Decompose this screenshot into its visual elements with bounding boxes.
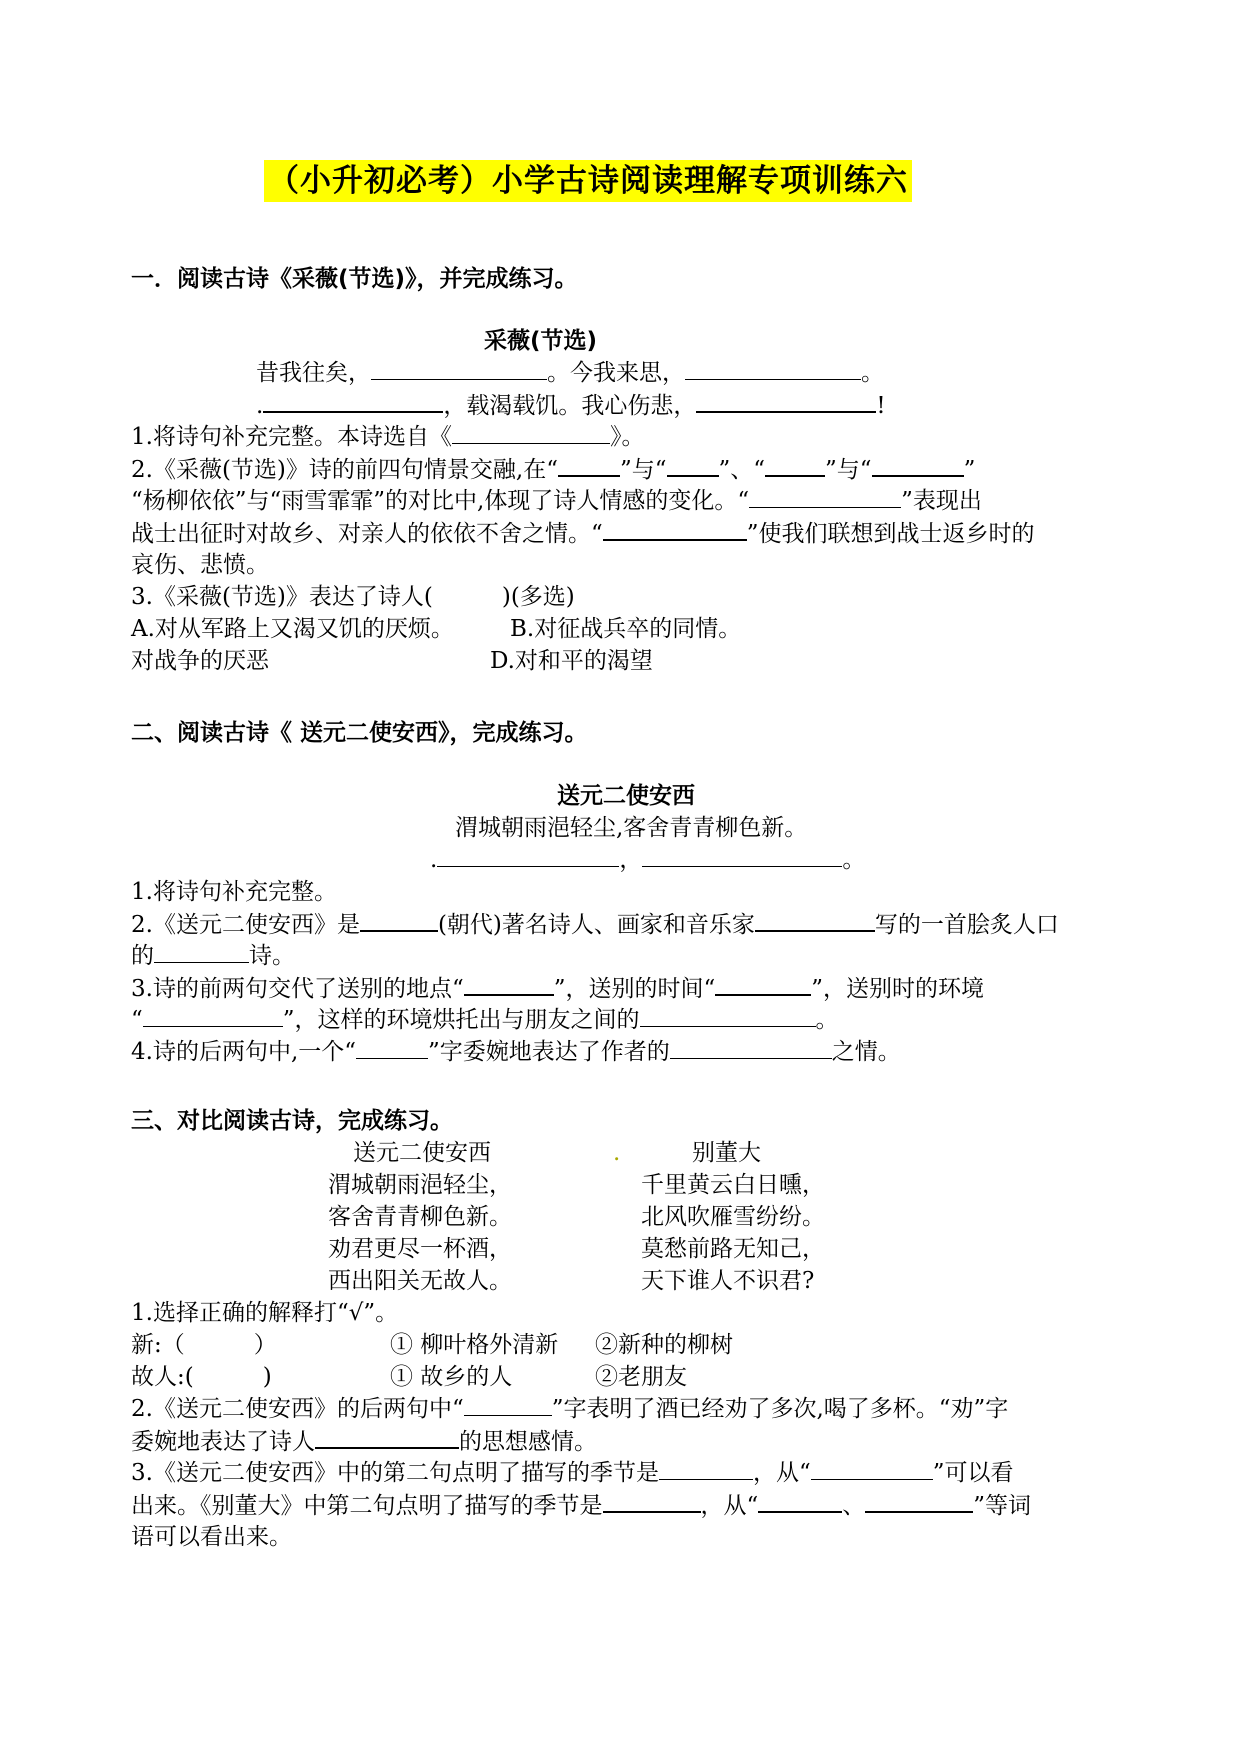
blank[interactable] bbox=[464, 1394, 552, 1416]
s1-question-1: 1.将诗句补充完整。本诗选自《 》。 bbox=[131, 424, 645, 450]
s1-question-2-line-3: 战士出征时对故乡、对亲人的依依不舍之情。“ ”使我们联想到战士返乡时的 bbox=[131, 518, 1035, 549]
option-d[interactable]: D.对和平的渴望 bbox=[490, 648, 653, 674]
s2-poem-line-2: . ， 。 bbox=[430, 847, 866, 873]
right-poem-line: 千里黄云白日曛， bbox=[641, 1172, 825, 1198]
s3-question-3-line-3: 语可以看出来。 bbox=[131, 1524, 292, 1550]
blank[interactable] bbox=[603, 1490, 701, 1513]
blank[interactable] bbox=[659, 1458, 753, 1480]
blank[interactable] bbox=[642, 845, 842, 867]
blank[interactable] bbox=[872, 454, 964, 477]
blank[interactable] bbox=[685, 358, 861, 380]
s1-poem-line-1: 昔我往矣， 。今我来思， 。 bbox=[256, 360, 884, 386]
guren-option-1[interactable]: ① 故乡的人 bbox=[390, 1364, 513, 1390]
xin-option-2[interactable]: ②新种的柳树 bbox=[595, 1332, 733, 1358]
s2-question-3-line-1: 3.诗的前两句交代了送别的地点“ ”，送别的时间“ ”，送别时的环境 bbox=[131, 973, 984, 1004]
s1-poem-line-2: . ，载渴载饥。我心伤悲， ! bbox=[256, 390, 886, 421]
s3-right-poem-title: 别董大 bbox=[692, 1140, 761, 1166]
blank[interactable] bbox=[558, 454, 620, 477]
s1-question-2-line-2: “杨柳依依”与“雨雪霏霏”的对比中,体现了诗人情感的变化。“ ”表现出 bbox=[131, 488, 982, 514]
blank[interactable] bbox=[371, 358, 547, 380]
blank[interactable] bbox=[765, 454, 825, 477]
s3-question-3-line-1: 3.《送元二使安西》中的第二句点明了描写的季节是 ，从“ ”可以看 bbox=[131, 1460, 1014, 1486]
s3-question-1: 1.选择正确的解释打“√”。 bbox=[131, 1300, 399, 1326]
s2-poem-title: 送元二使安西 bbox=[557, 783, 695, 809]
option-c[interactable]: 对战争的厌恶 bbox=[131, 648, 269, 674]
s2-poem-line-1: 渭城朝雨浥轻尘,客舍青青柳色新。 bbox=[455, 815, 808, 841]
blank[interactable] bbox=[263, 390, 443, 413]
s3-left-poem-title: 送元二使安西 bbox=[353, 1140, 491, 1166]
right-poem-line: 莫愁前路无知己， bbox=[641, 1236, 825, 1262]
s2-question-2-line-2: 的 诗。 bbox=[131, 943, 295, 969]
blank[interactable] bbox=[640, 1005, 816, 1027]
s2-question-1: 1.将诗句补充完整。 bbox=[131, 879, 337, 905]
s1-question-3: 3.《采薇(节选)》表达了诗人( )(多选) bbox=[131, 584, 575, 610]
stray-dot: . bbox=[613, 1140, 621, 1166]
right-poem-line: 北风吹雁雪纷纷。 bbox=[641, 1204, 825, 1230]
blank[interactable] bbox=[603, 518, 747, 541]
s3-question-2-line-2: 委婉地表达了诗人 的思想感情。 bbox=[131, 1426, 597, 1457]
blank[interactable] bbox=[143, 1005, 283, 1027]
s3-question-2-line-1: 2.《送元二使安西》的后两句中“ ”字表明了酒已经劝了多次,喝了多杯。“劝”字 bbox=[131, 1396, 1009, 1422]
guren-answer[interactable]: 故人:( ) bbox=[131, 1364, 272, 1390]
blank[interactable] bbox=[749, 486, 901, 508]
left-poem-line: 客舍青青柳色新。 bbox=[328, 1204, 512, 1230]
blank[interactable] bbox=[715, 973, 811, 996]
blank[interactable] bbox=[758, 1490, 842, 1513]
blank[interactable] bbox=[464, 973, 554, 996]
blank[interactable] bbox=[755, 909, 875, 932]
xin-option-1[interactable]: ① 柳叶格外清新 bbox=[390, 1332, 559, 1358]
s1-poem-title: 采薇(节选) bbox=[484, 328, 598, 354]
option-a[interactable]: A.对从军路上又渴又饥的厌烦。 bbox=[131, 616, 454, 642]
guren-option-2[interactable]: ②老朋友 bbox=[595, 1364, 687, 1390]
left-poem-line: 渭城朝雨浥轻尘， bbox=[328, 1172, 512, 1198]
blank[interactable] bbox=[811, 1458, 933, 1480]
blank[interactable] bbox=[315, 1426, 459, 1449]
blank[interactable] bbox=[865, 1490, 973, 1513]
s1-question-2-line-4: 哀伤、悲愤。 bbox=[131, 552, 269, 578]
blank[interactable] bbox=[667, 454, 719, 477]
blank[interactable] bbox=[154, 941, 249, 963]
blank[interactable] bbox=[360, 909, 438, 932]
s2-question-2-line-1: 2.《送元二使安西》是 (朝代)著名诗人、画家和音乐家 写的一首脍炙人口 bbox=[131, 909, 1059, 940]
left-poem-line: 西出阳关无故人。 bbox=[328, 1268, 512, 1294]
option-b[interactable]: B.对征战兵卒的同情。 bbox=[510, 616, 742, 642]
blank[interactable] bbox=[356, 1037, 428, 1059]
section-2-heading: 二、阅读古诗《 送元二使安西》，完成练习。 bbox=[131, 720, 588, 746]
page-title: （小升初必考）小学古诗阅读理解专项训练六 bbox=[264, 160, 912, 202]
section-1-heading: 一．阅读古诗《采薇(节选)》，并完成练习。 bbox=[131, 266, 578, 292]
blank[interactable] bbox=[670, 1037, 832, 1059]
blank[interactable] bbox=[452, 422, 610, 444]
s3-question-3-line-2: 出来。《别董大》中第二句点明了描写的季节是 ，从“ 、 ”等词 bbox=[131, 1490, 1031, 1521]
blank[interactable] bbox=[437, 845, 619, 867]
s2-question-4: 4.诗的后两句中,一个“ ”字委婉地表达了作者的 之情。 bbox=[131, 1039, 901, 1065]
left-poem-line: 劝君更尽一杯酒， bbox=[328, 1236, 512, 1262]
s2-question-3-line-2: “ ”，这样的环境烘托出与朋友之间的 。 bbox=[131, 1007, 839, 1033]
right-poem-line: 天下谁人不识君? bbox=[641, 1268, 815, 1294]
xin-answer[interactable]: 新:（ ） bbox=[131, 1332, 277, 1358]
s1-question-2-line-1: 2.《采薇(节选)》诗的前四句情景交融,在“ ”与“ ”、“ ”与“ ” bbox=[131, 454, 975, 485]
blank[interactable] bbox=[696, 390, 876, 413]
section-3-heading: 三、对比阅读古诗，完成练习。 bbox=[131, 1108, 453, 1134]
